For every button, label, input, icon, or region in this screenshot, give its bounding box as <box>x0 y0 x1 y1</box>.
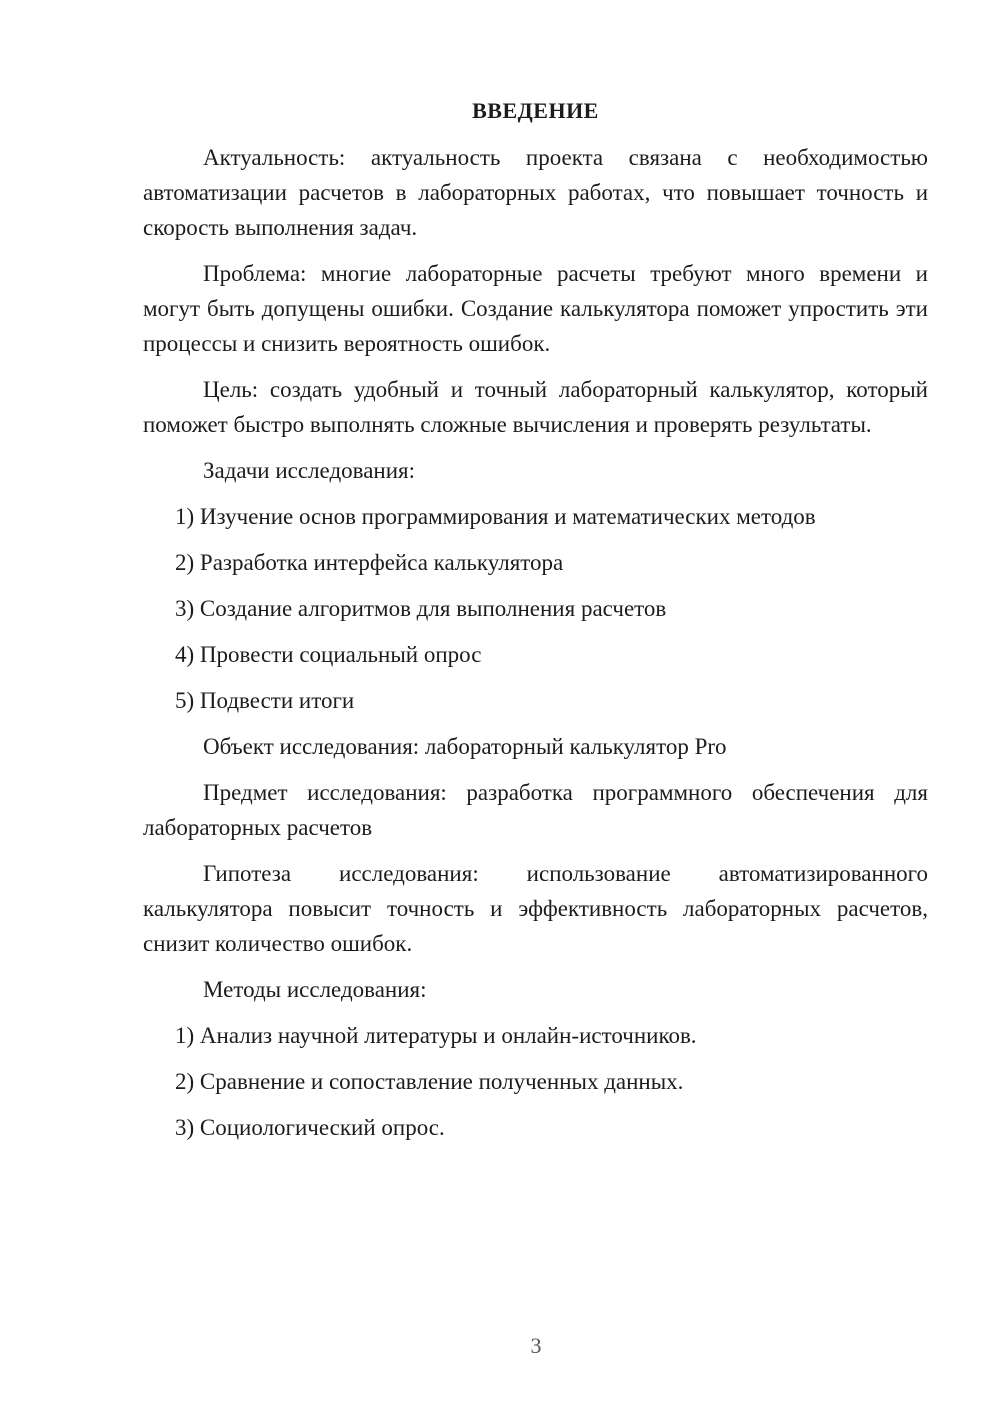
list-item: 1) Изучение основ программирования и математических методов <box>175 504 816 529</box>
tasks-list <box>143 499 928 718</box>
problem-paragraph: Проблема: многие лабораторные расчеты требуют много времени и могут быть допущены ошибки. Создание калькулятора поможет упростить эти процессы и снизить вероятность ошибок. <box>143 261 928 356</box>
list-item: 2) Разработка интерфейса калькулятора <box>175 550 564 575</box>
section-title: ВВЕДЕНИЕ <box>472 98 599 123</box>
list-item: 5) Подвести итоги <box>175 688 355 713</box>
list-item: 1) Анализ научной литературы и онлайн-источников. <box>175 1023 697 1048</box>
page-number: 3 <box>530 1333 542 1358</box>
list-item: 4) Провести социальный опрос <box>175 642 482 667</box>
list-item: 3) Социологический опрос. <box>175 1115 445 1140</box>
list-item: 3) Создание алгоритмов для выполнения расчетов <box>175 596 667 621</box>
page-content <box>143 94 928 1156</box>
tasks-heading: Задачи исследования: <box>203 458 416 483</box>
relevance-paragraph: Актуальность: актуальность проекта связана с необходимостью автоматизации расчетов в лабораторных работах, что повышает точность и скорость выполнения задач. <box>143 145 928 240</box>
object-paragraph: Объект исследования: лабораторный калькулятор Pro <box>203 734 727 759</box>
subject-paragraph: Предмет исследования: разработка программного обеспечения для лабораторных расчетов <box>143 780 928 840</box>
hypothesis-paragraph: Гипотеза исследования: использование автоматизированного калькулятора повысит точность и эффективность лабораторных расчетов, снизит количество ошибок. <box>143 861 928 956</box>
list-item: 2) Сравнение и сопоставление полученных данных. <box>175 1069 684 1094</box>
methods-heading: Методы исследования: <box>203 977 427 1002</box>
methods-list <box>143 1018 928 1145</box>
goal-paragraph: Цель: создать удобный и точный лабораторный калькулятор, который поможет быстро выполнять сложные вычисления и проверять результаты. <box>143 377 928 437</box>
